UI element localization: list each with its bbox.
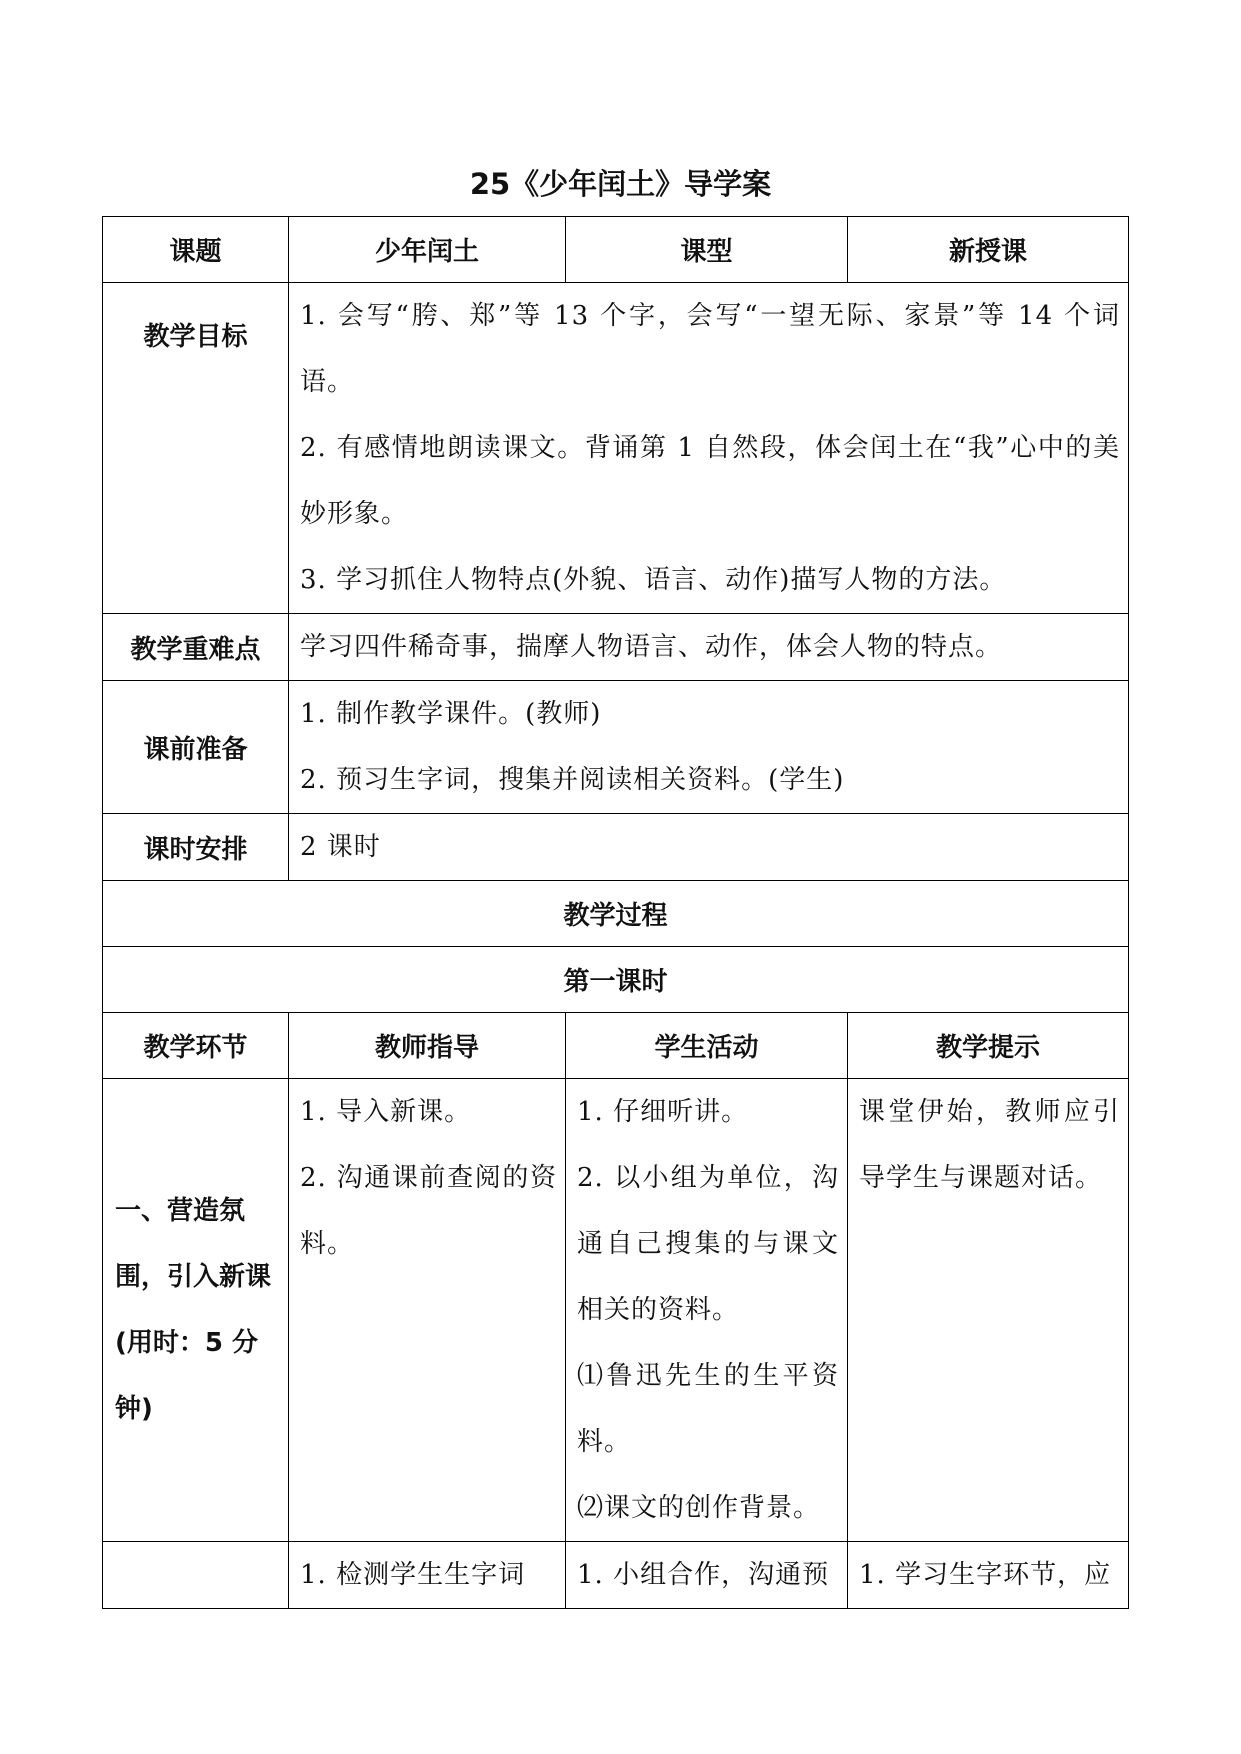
tip-cell (848, 1542, 1129, 1609)
schedule-text: 2 课时 (289, 814, 1129, 881)
student-item: ⑴鲁迅先生的生平资料。 (577, 1361, 839, 1457)
student-cell (566, 1079, 848, 1542)
column-header-row (103, 1013, 1129, 1079)
student-item: 1. 仔细听讲。 (577, 1097, 749, 1127)
column-header: 教师指导 (289, 1013, 566, 1079)
preparation-label: 课前准备 (103, 681, 289, 814)
lesson-heading-row (103, 947, 1129, 1013)
schedule-row (103, 814, 1129, 881)
topic-label: 课题 (103, 217, 289, 283)
student-item: 1. 小组合作，沟通预 (577, 1560, 830, 1590)
teacher-cell (289, 1079, 566, 1542)
table-row (103, 1542, 1129, 1609)
preparation-item: 2. 预习生字词，搜集并阅读相关资料。(学生) (300, 765, 845, 795)
preparation-item: 1. 制作教学课件。(教师) (300, 699, 602, 729)
column-header: 教学提示 (848, 1013, 1129, 1079)
goal-item: 2. 有感情地朗读课文。背诵第 1 自然段，体会闰土在“我”心中的美妙形象。 (300, 433, 1120, 529)
tip-item: 1. 学习生字环节，应 (859, 1560, 1112, 1590)
column-header: 学生活动 (566, 1013, 848, 1079)
teacher-cell (289, 1542, 566, 1609)
goal-item: 3. 学习抓住人物特点(外貌、语言、动作)描写人物的方法。 (300, 565, 1007, 595)
document-title: 25《少年闰土》导学案 (469, 167, 772, 201)
table-row (103, 1079, 1129, 1542)
process-heading-row (103, 881, 1129, 947)
tip-item: 课堂伊始，教师应引导学生与课题对话。 (859, 1097, 1120, 1193)
column-header: 教学环节 (103, 1013, 289, 1079)
student-item: 2. 以小组为单位，沟通自己搜集的与课文相关的资料。 (577, 1163, 839, 1325)
key-points-text: 学习四件稀奇事，揣摩人物语言、动作，体会人物的特点。 (289, 614, 1129, 681)
goals-cell (289, 283, 1129, 614)
stage-cell: 一、营造氛围，引入新课(用时：5 分钟) (103, 1079, 289, 1542)
process-heading: 教学过程 (103, 881, 1129, 947)
preparation-row (103, 681, 1129, 814)
lesson-heading: 第一课时 (103, 947, 1129, 1013)
teacher-item: 2. 沟通课前查阅的资料。 (300, 1163, 557, 1259)
type-value: 新授课 (848, 217, 1129, 283)
topic-value: 少年闰土 (289, 217, 566, 283)
teacher-item: 1. 导入新课。 (300, 1097, 472, 1127)
type-label: 课型 (566, 217, 848, 283)
student-cell (566, 1542, 848, 1609)
header-row (103, 217, 1129, 283)
preparation-cell (289, 681, 1129, 814)
tip-cell (848, 1079, 1129, 1542)
goals-label: 教学目标 (103, 283, 289, 614)
student-item: ⑵课文的创作背景。 (577, 1493, 821, 1523)
stage-cell (103, 1542, 289, 1609)
schedule-label: 课时安排 (103, 814, 289, 881)
goal-item: 1. 会写“胯、郑”等 13 个字，会写“一望无际、家景”等 14 个词语。 (300, 301, 1120, 397)
teacher-item: 1. 检测学生生字词 (300, 1560, 526, 1590)
key-points-label: 教学重难点 (103, 614, 289, 681)
goals-row (103, 283, 1129, 614)
lesson-plan-table (102, 216, 1129, 1609)
key-points-row (103, 614, 1129, 681)
